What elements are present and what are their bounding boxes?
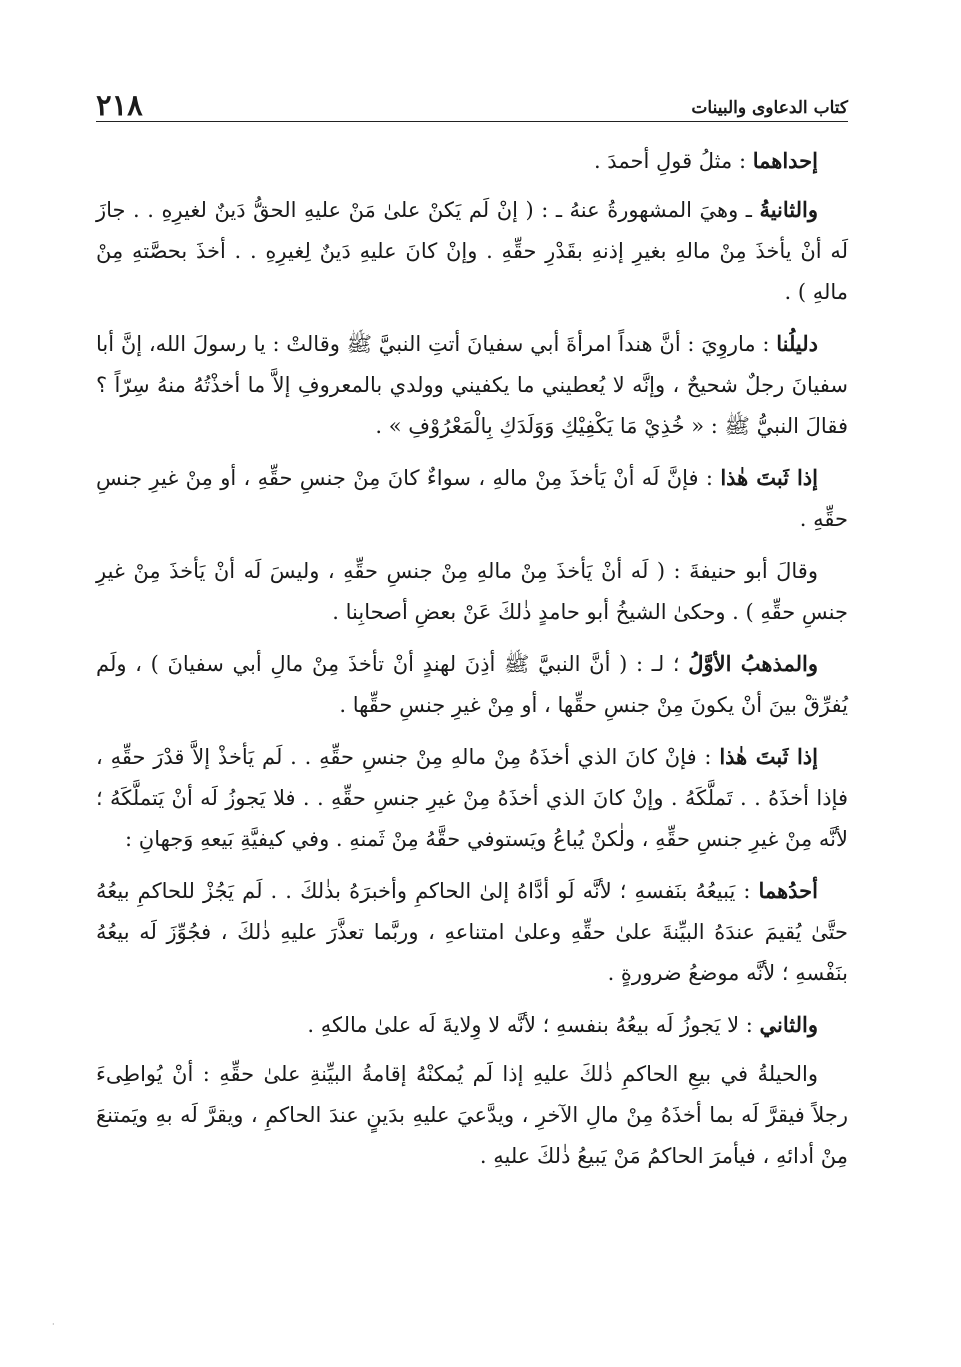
- paragraph-text: ـ وهيَ المشهورةُ عنهُ ـ : ( إنْ لَم يَكنْ علىٰ مَنْ عليهِ الحقُّ دَينٌ لغيرِهِ . . جازَ لَه أنْ يأخذَ مِنْ مالهِ بغيرِ إذنهِ بقَدْرِ حقِّهِ . وإنْ كانَ عليهِ دَينٌ لِغيرِهِ . . أخذَ بحصَّتهِ مِنْ مالهِ ) .: [96, 198, 848, 304]
- paragraph-text: : فإنَّ لَه أنْ يَأخذَ مِنْ مالهِ ، سواءٌ كانَ مِنْ جنسِ حقِّهِ ، أو مِنْ غيرِ جنسِ حقِّهِ .: [96, 466, 848, 531]
- paragraph-text: ؛ لـ : ( أنَّ النبيَّ ﷺ أذِنَ لهندٍ أنْ تأخذَ مِنْ مالِ أبي سفيانَ ) ، ولَم يُفرِّقْ بينَ أنْ يكونَ مِنْ جنسِ حقِّها ، أو مِنْ غيرِ جنسِ حقِّها .: [96, 652, 848, 717]
- page-header: [96, 80, 848, 120]
- paragraph-10: [96, 1053, 848, 1177]
- page-number: ٢١٨: [96, 88, 143, 122]
- paragraph-5: [96, 550, 848, 633]
- paragraph-2: [96, 189, 848, 313]
- paragraph-text: : فإنْ كانَ الذي أخذَهُ مِنْ مالهِ مِنْ جنسِ حقِّهِ . . لَم يَأخذْ إلاَّ قدْرَ حقِّهِ ، فإذا أخذَهُ . . تَملَّكَهُ . وإنْ كانَ الذي أخذَهُ مِنْ غيرِ جنسِ حقِّهِ . . فلا يَجوزُ لَه أنْ يَتملَّكَهُ ؛ لأنَّه مِنْ غيرِ جنسِ حقِّهِ ، ولٰكنْ يُباعُ ويَستوفي حقَّهُ مِنْ ثَمنهِ . وفي كيفيَّةِ بَيعهِ وَجهانِ :: [96, 745, 848, 851]
- paragraph-7: [96, 736, 848, 860]
- paragraph-lead: أحدُهما: [758, 878, 818, 903]
- paragraph-lead: والثانيةُ: [759, 197, 818, 222]
- paragraph-lead: إحداهما: [752, 148, 818, 173]
- paragraph-6: [96, 643, 848, 726]
- header-rule: [96, 121, 848, 122]
- page-body: [96, 140, 848, 1187]
- paragraph-8: [96, 870, 848, 994]
- paragraph-1: [96, 140, 848, 182]
- paragraph-3: [96, 323, 848, 447]
- paragraph-lead: إذا ثَبتَ هٰذا: [720, 465, 818, 490]
- paragraph-text: : يَبيعُهُ بنَفسهِ ؛ لأنَّه لَو أدَّاهُ إلىٰ الحاكمِ وأخبرَهُ بذٰلكَ . . لَم يَجُزْ للحاكمِ بيعُهُ حتَّىٰ يُقيمَ عندَهُ البيِّنةَ علىٰ حقِّهِ وعلىٰ امتناعهِ ، وربَّما تعذَّرَ عليهِ ذٰلكَ ، فجُوِّزَ لَه بيعُهُ بنَفْسهِ ؛ لأنَّه موضعُ ضرورةٍ .: [96, 879, 848, 985]
- paragraph-lead: إذا ثَبتَ هٰذا: [719, 744, 818, 769]
- paragraph-9: [96, 1004, 848, 1046]
- running-title: كتاب الدعاوى والبينات: [691, 98, 848, 118]
- paragraph-text: : لا يَجوزُ لَه بيعُهُ بنفسهِ ؛ لأنَّه لا وِلايةَ لَه علىٰ مالكهِ .: [307, 1013, 760, 1037]
- paragraph-lead: دليلُنا: [776, 331, 818, 356]
- paragraph-text: : ماروِيَ : أنَّ هنداً امرأةَ أبي سفيانَ أتتِ النبيَّ ﷺ وقالتْ : يا رسولَ الله، إنَّ أبا سفيانَ رجلٌ شحيحٌ ، وإنَّه لا يُعطيني ما يكفيني وولدي بالمعروفِ إلاَّ ما أخذْتُهُ منهُ سِرّاً ؟ فقالَ النبيُّ ﷺ : « خُذِيْ مَا يَكْفِيْكِ وَوَلَدَكِ بِالْمَعْرُوْفِ » .: [96, 332, 848, 438]
- paragraph-text: : مثلُ قولِ أحمدَ .: [593, 149, 753, 173]
- paragraph-lead: والمذهبُ الأوَّلُ: [688, 651, 818, 676]
- paragraph-text: وقالَ أبو حنيفةَ : ( لَه أنْ يَأخذَ مِنْ مالهِ مِنْ جنسِ حقِّهِ ، وليسَ لَه أنْ يَأخذَ مِنْ غيرِ جنسِ حقِّهِ ) . وحكىٰ الشيخُ أبو حامدٍ ذٰلكَ عَنْ بعضِ أصحابِنا .: [96, 559, 848, 624]
- paragraph-text: والحيلةُ في بيعِ الحاكمِ ذٰلكَ عليهِ إذا لَم يُمكنْهُ إقامةُ البيِّنةِ علىٰ حقِّهِ : أنْ يُواطِىءَ رجلاً فيقرَّ لَه بما أخذَهُ مِنْ مالِ الآخرِ ، ويدَّعيَ عليهِ بدَينٍ عندَ الحاكمِ ، ويقرَّ لَه بهِ ويَمتنعَ مِنْ أدائهِ ، فيأمرَ الحاكمُ مَنْ يَبيعُ ذٰلكَ عليهِ .: [96, 1062, 848, 1168]
- scan-dot: ·: [52, 1320, 55, 1329]
- paragraph-lead: والثاني: [759, 1012, 818, 1037]
- paragraph-4: [96, 457, 848, 540]
